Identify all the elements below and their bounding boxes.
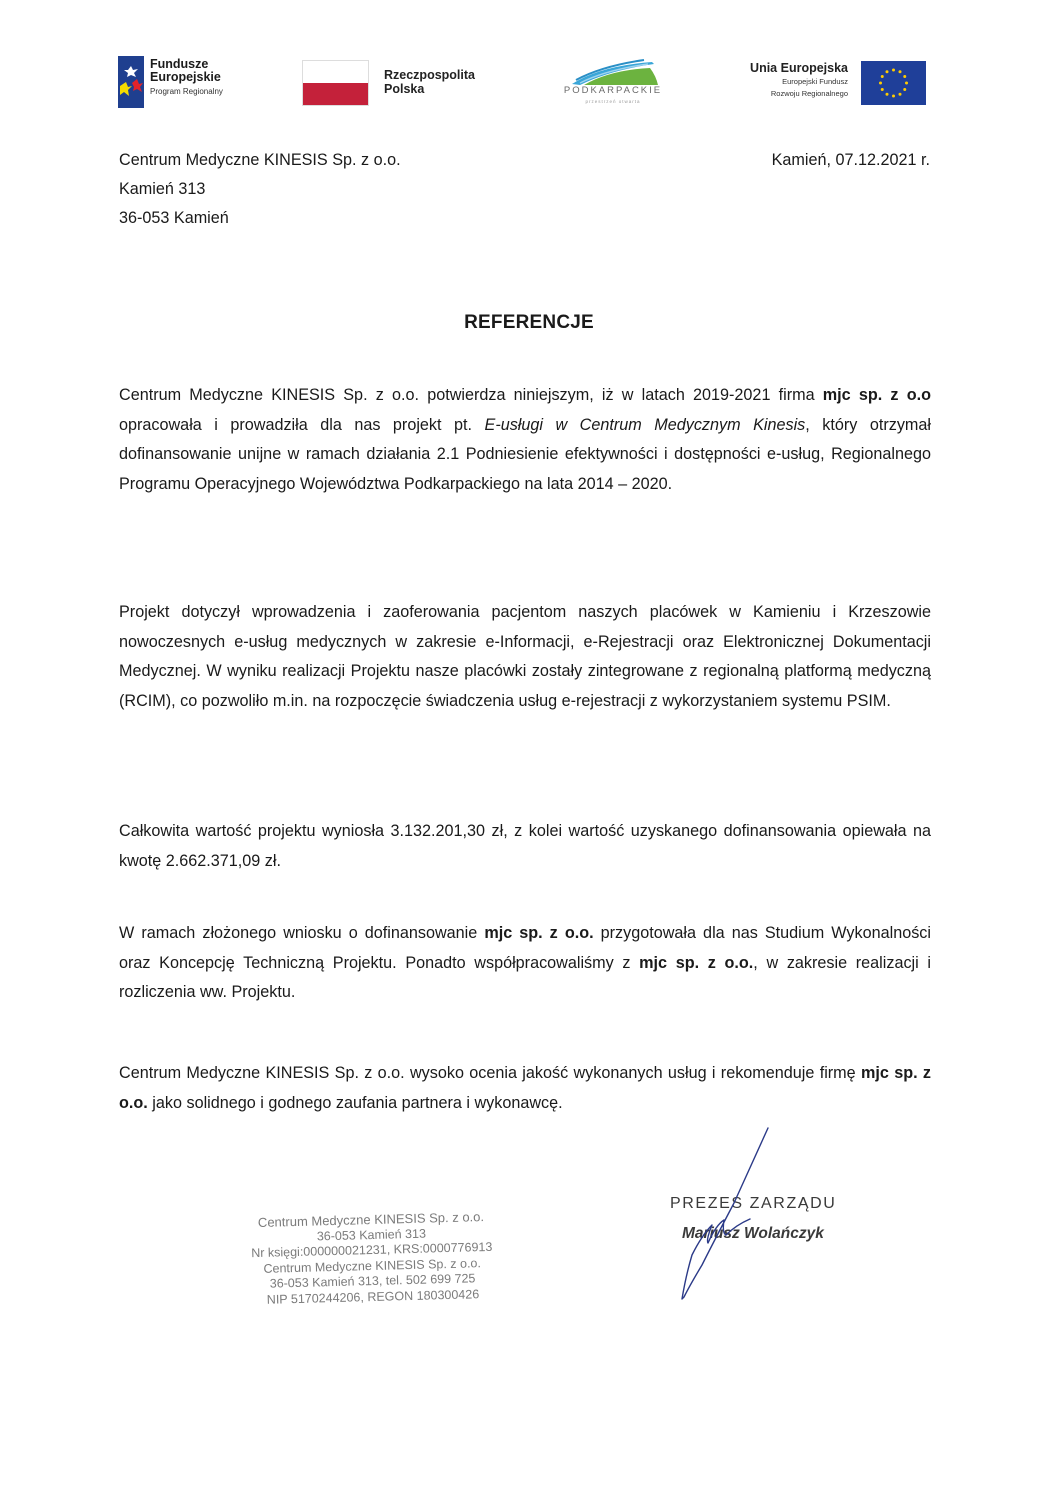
eu-star-icon bbox=[892, 95, 895, 98]
p1-text-a: Centrum Medyczne KINESIS Sp. z o.o. potwierdza niniejszym, iż w latach 2019-2021 firma bbox=[119, 386, 823, 404]
eu-star-icon bbox=[899, 70, 902, 73]
eu-star-icon bbox=[881, 88, 884, 91]
company-stamp bbox=[211, 1208, 533, 1309]
document-title: REFERENCJE bbox=[464, 312, 594, 333]
eu-star-icon bbox=[892, 69, 895, 72]
stamp-line: Centrum Medyczne KINESIS Sp. z o.o. bbox=[263, 1255, 482, 1276]
eu-star-icon bbox=[903, 75, 906, 78]
polish-flag-icon bbox=[302, 60, 369, 106]
ue-line1: Unia Europejska bbox=[750, 61, 848, 75]
pl-line2: Polska bbox=[384, 82, 425, 96]
ue-text bbox=[750, 61, 848, 99]
eu-star-icon bbox=[886, 70, 889, 73]
company-name-bold: mjc sp. z o.o. bbox=[639, 953, 754, 972]
paragraph-3: Całkowita wartość projektu wyniosła 3.132.201,30 zł, z kolei wartość uzyskanego dofinansowania opiewała na kwotę 2.662.371,09 zł. bbox=[119, 822, 931, 870]
sender-street: Kamień 313 bbox=[119, 180, 206, 198]
handwritten-signature bbox=[672, 1125, 792, 1305]
project-title-italic: E-usługi w Centrum Medycznym Kinesis bbox=[484, 415, 806, 434]
paragraph-4 bbox=[119, 919, 931, 1008]
sender-name: Centrum Medyczne KINESIS Sp. z o.o. bbox=[119, 151, 401, 169]
ue-line3: Rozwoju Regionalnego bbox=[770, 89, 848, 98]
eu-flag-icon bbox=[861, 61, 926, 105]
podkarpackie-tagline: przestrzeń otwarta bbox=[585, 99, 641, 104]
p4-text-c: przygotowała dla nas Studium Wykonalności oraz Koncepcję Techniczną Projektu. Ponadto współpracowaliśmy z bbox=[119, 924, 931, 972]
paragraph-1 bbox=[119, 381, 931, 499]
p4-text-a: W ramach złożonego wniosku o dofinansowanie bbox=[119, 924, 485, 942]
sender-postal: 36-053 Kamień bbox=[119, 209, 229, 227]
fe-line1: Fundusze bbox=[150, 57, 209, 71]
fe-flag-icon bbox=[118, 56, 144, 108]
podkarpackie-name: PODKARPACKIE bbox=[563, 85, 663, 96]
stamp-line: Nr księgi:000000021231, KRS:0000776913 bbox=[251, 1239, 493, 1261]
company-name-bold: mjc sp. z o.o bbox=[822, 386, 931, 404]
pl-line1: Rzeczpospolita bbox=[384, 68, 475, 82]
eu-star-icon bbox=[879, 82, 882, 85]
signatory-name: Mariusz Wolańczyk bbox=[682, 1225, 824, 1242]
eu-star-icon bbox=[903, 88, 906, 91]
ue-line2: Europejski Fundusz bbox=[782, 77, 848, 86]
eu-star-icon bbox=[886, 93, 889, 96]
p5-text-c: jako solidnego i godnego zaufania partnera i wykonawcę. bbox=[147, 1093, 563, 1112]
unia-europejska-logo bbox=[728, 61, 928, 107]
rzeczpospolita-polska-logo bbox=[302, 60, 502, 106]
fe-line2: Europejskie bbox=[150, 70, 221, 84]
fe-line3: Program Regionalny bbox=[150, 87, 223, 96]
podkarpackie-logo bbox=[548, 58, 678, 106]
fundusze-europejskie-logo bbox=[118, 56, 268, 108]
eu-star-icon bbox=[899, 93, 902, 96]
p1-text-e: , który otrzymał dofinansowanie unijne w ramach działania 2.1 Podniesienie efektywności i dostępności e-usług, Regionalnego Programu Operacyjnego Województwa Podkarpackiego na lata 2014 – 2020. bbox=[119, 415, 932, 493]
eu-star-icon bbox=[881, 75, 884, 78]
podkarpackie-mark-icon bbox=[570, 58, 660, 86]
stamp-line: Centrum Medyczne KINESIS Sp. z o.o. bbox=[257, 1209, 485, 1230]
p4-text-e: , w zakresie realizacji i rozliczenia ww. Projektu. bbox=[119, 953, 931, 1001]
p5-text-a: Centrum Medyczne KINESIS Sp. z o.o. wysoko ocenia jakość wykonanych usług i rekomenduje firmę bbox=[119, 1064, 861, 1082]
eu-star-icon bbox=[905, 82, 908, 85]
stamp-line: NIP 5170244206, REGON 180300426 bbox=[266, 1286, 480, 1307]
stamp-line: 36-053 Kamień 313 bbox=[316, 1226, 427, 1243]
company-name-bold: mjc sp. z o.o. bbox=[119, 1064, 931, 1112]
company-name-bold: mjc sp. z o.o. bbox=[484, 924, 594, 942]
signatory-role: PREZES ZARZĄDU bbox=[670, 1195, 837, 1212]
paragraph-5 bbox=[119, 1059, 931, 1118]
p1-text-c: opracowała i prowadziła dla nas projekt pt. bbox=[119, 415, 485, 434]
sender-address bbox=[119, 146, 401, 233]
paragraph-2: Projekt dotyczył wprowadzenia i zaoferowania pacjentom naszych placówek w Kamieniu i Krzeszowie nowoczesnych e-usług medycznych w zakresie e-Informacji, e-Rejestracji oraz Elektronicznej Dokumentacji Medycznej. W wyniku realizacji Projektu nasze placówki zostały zintegrowane z regionalną platformą medyczną (RCIM), co pozwoliło m.in. na rozpoczęcie świadczenia usług e-rejestracji z wykorzystaniem systemu PSIM. bbox=[119, 603, 931, 710]
place-date: Kamień, 07.12.2021 r. bbox=[771, 151, 930, 169]
stamp-line: 36-053 Kamień 313, tel. 502 699 725 bbox=[269, 1271, 476, 1291]
fe-text bbox=[150, 58, 223, 96]
pl-text bbox=[384, 68, 475, 96]
